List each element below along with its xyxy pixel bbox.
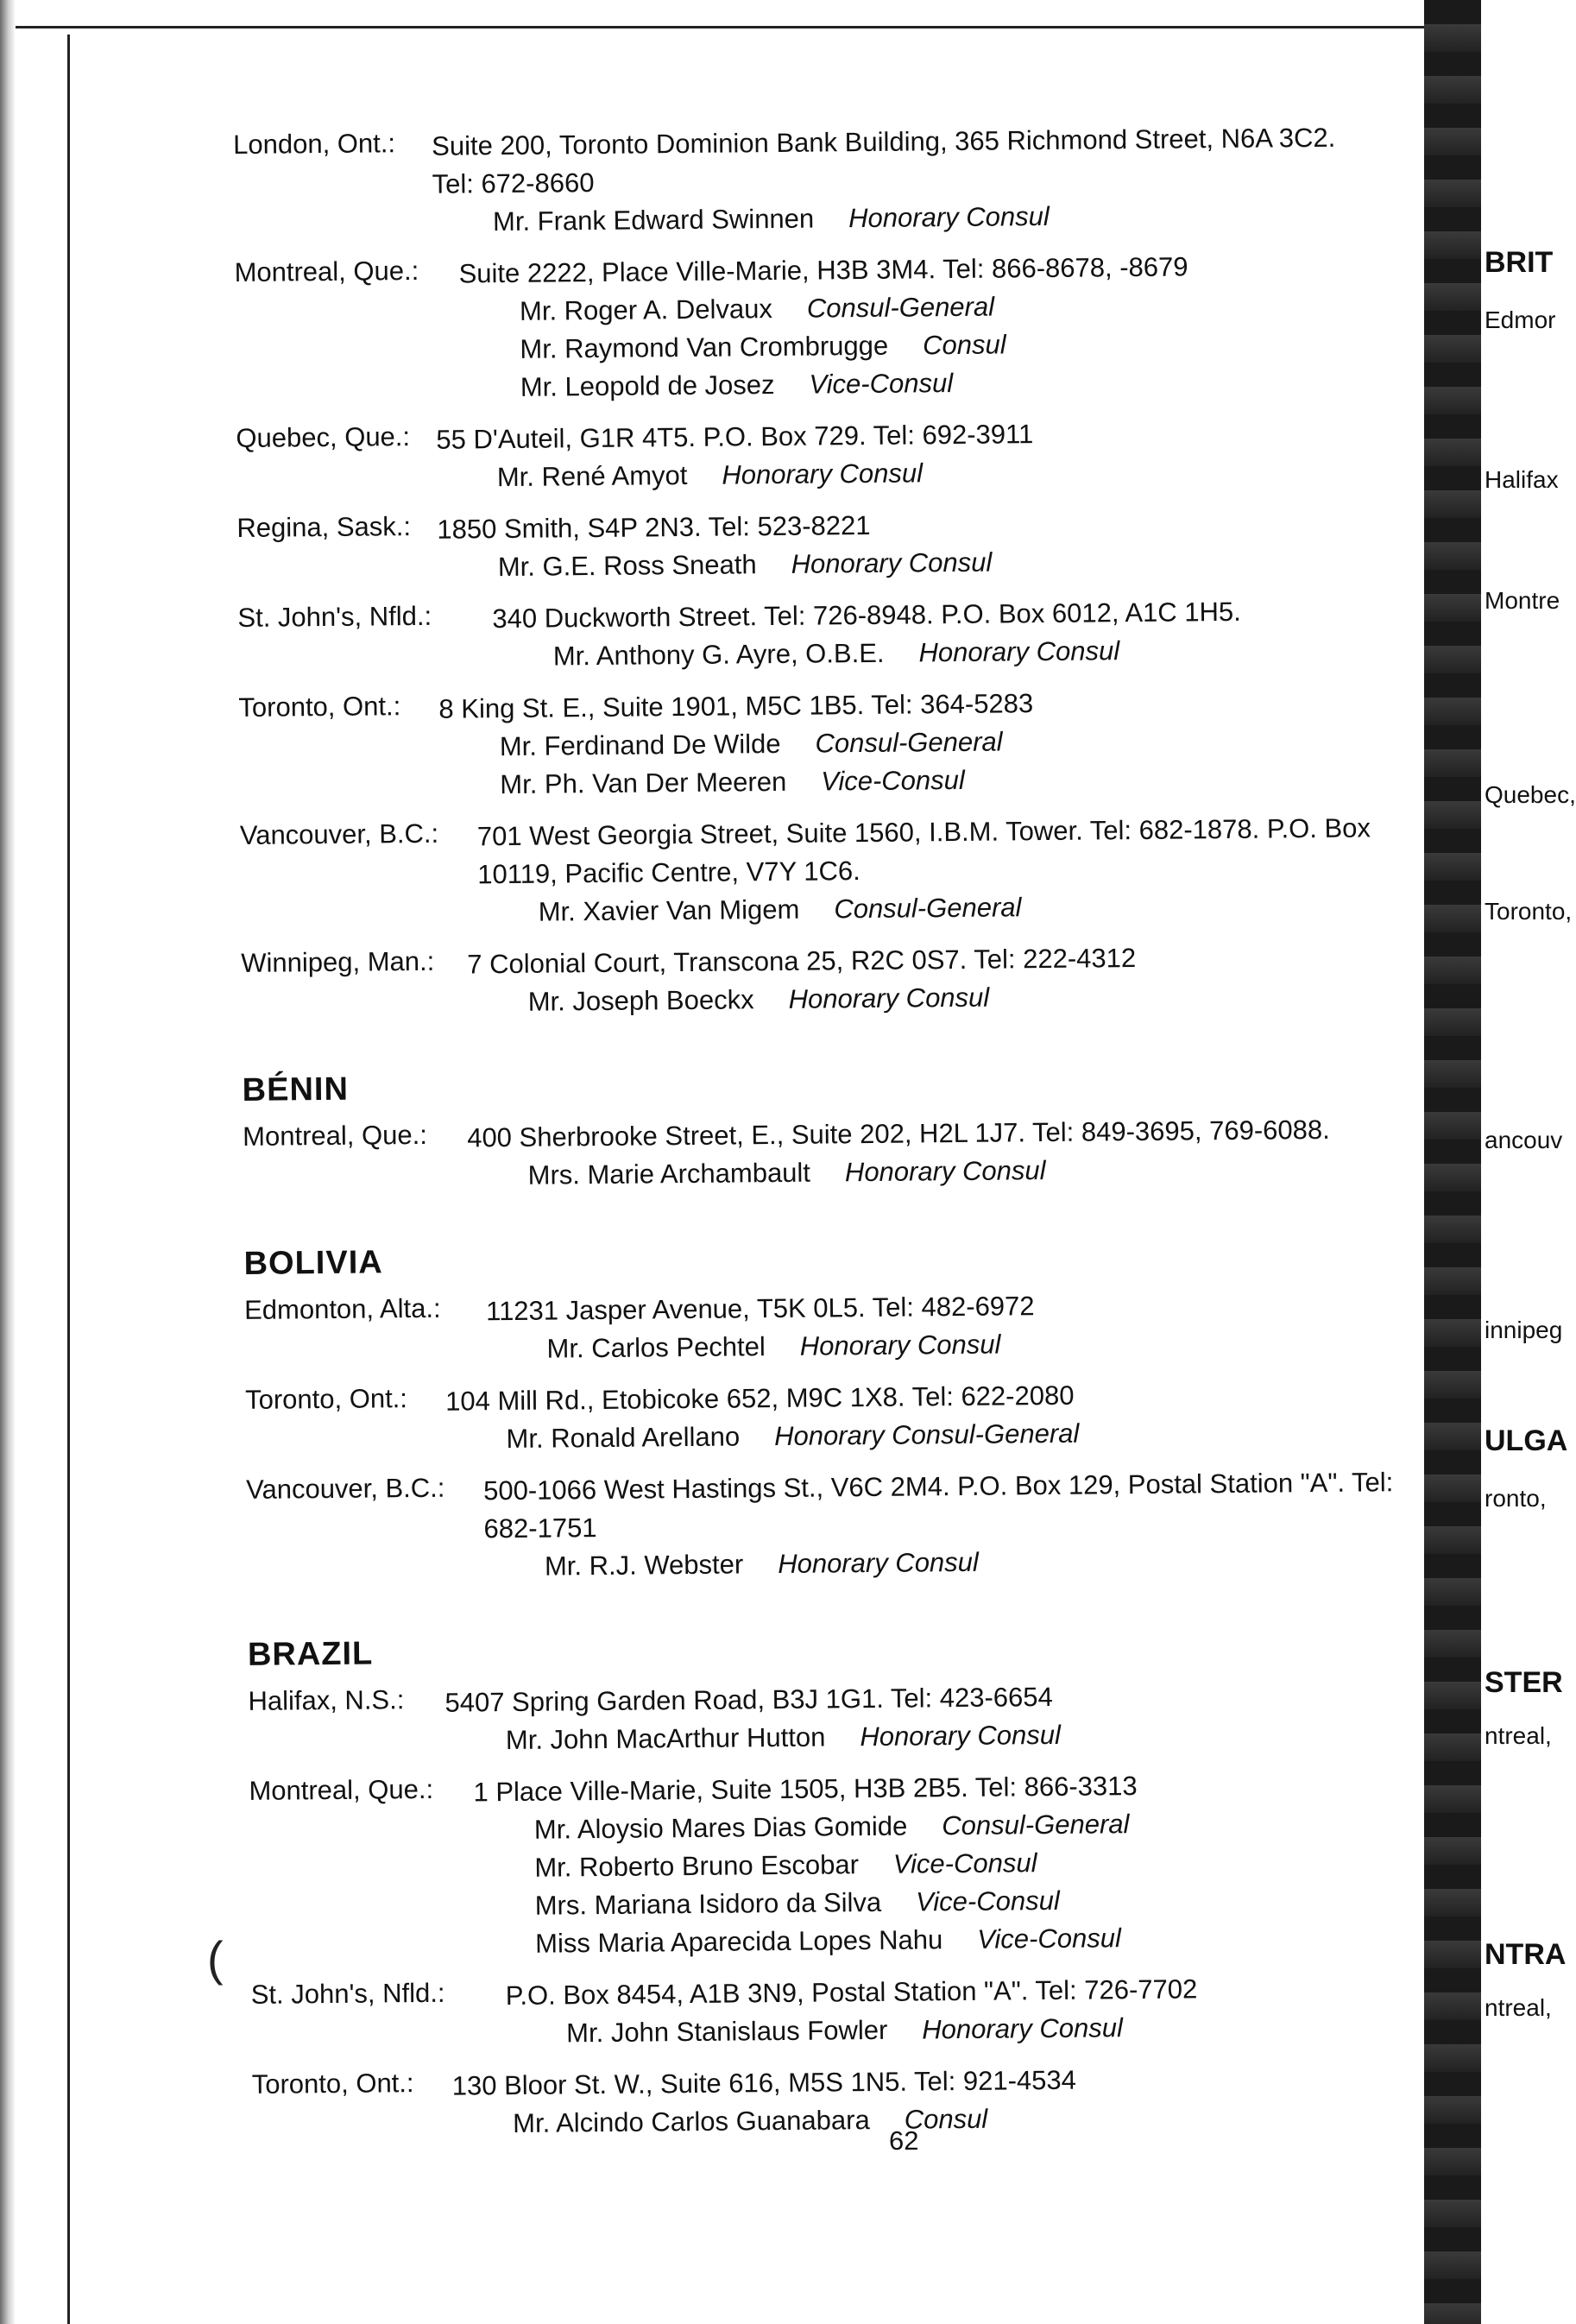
official-name: Mr. René Amyot (496, 459, 688, 493)
city-label: Halifax, N.S.: (248, 1684, 405, 1716)
official-title: Consul (923, 329, 1006, 361)
official-name: Mr. Raymond Van Crombrugge (520, 330, 889, 364)
country-heading: BOLIVIA (243, 1244, 383, 1282)
margin-mark: ( (207, 1931, 224, 1986)
city-label: London, Ont.: (233, 128, 396, 160)
official-row (467, 1148, 1434, 1196)
official-title: Honorary Consul (778, 1546, 979, 1580)
official-row (478, 885, 1432, 932)
official-name: Mr. John MacArthur Hutton (505, 1721, 826, 1756)
country-heading: BÉNIN (242, 1070, 350, 1108)
consulate-entry (233, 118, 1425, 243)
consulate-entry (249, 1765, 1441, 1966)
adjacent-text: innipeg (1485, 1317, 1563, 1343)
page-border-top (16, 26, 1431, 28)
adjacent-text: Montre (1485, 587, 1560, 614)
consulate-entry (241, 937, 1433, 1024)
address-line: 104 Mill Rd., Etobicoke 652, M9C 1X8. Tel: 622-2080 (444, 1380, 1075, 1417)
address-line: Suite 200, Toronto Dominion Bank Building, 365 Richmond Street, N6A 3C2. (432, 122, 1336, 161)
official-title: Honorary Consul-General (773, 1418, 1080, 1452)
consulate-entry (234, 246, 1427, 409)
official-name: Mrs. Marie Archambault (527, 1157, 811, 1190)
consulate-entry (243, 1110, 1434, 1197)
official-title: Consul-General (806, 291, 995, 324)
address-line: 1850 Smith, S4P 2N3. Tel: 523-8221 (437, 509, 871, 545)
adjacent-text: ronto, (1485, 1485, 1547, 1512)
official-row (484, 1539, 1438, 1587)
address-line: 682-1751 (483, 1512, 597, 1544)
official-row (460, 360, 1427, 407)
city-label: Vancouver, B.C.: (245, 1472, 445, 1505)
address-line: 11231 Jasper Avenue, T5K 0L5. Tel: 482-6972 (485, 1291, 1035, 1327)
official-title: Consul-General (815, 726, 1003, 759)
official-title: Vice-Consul (892, 1847, 1037, 1879)
adjacent-text: Edmor (1485, 306, 1556, 333)
city-label: Edmonton, Alta.: (243, 1292, 441, 1325)
official-title: Honorary Consul (788, 982, 990, 1014)
official-title: Consul-General (942, 1809, 1130, 1841)
address-line: 10119, Pacific Centre, V7Y 1C6. (477, 856, 860, 890)
official-title: Vice-Consul (809, 368, 954, 400)
city-label: Montreal, Que.: (243, 1119, 428, 1152)
official-title: Honorary Consul (844, 1155, 1046, 1188)
city-label: Montreal, Que.: (249, 1773, 434, 1806)
adjacent-page-fragment (1481, 0, 1576, 2324)
official-title: Honorary Consul (799, 1329, 1001, 1361)
city-label: Toronto, Ont.: (238, 691, 401, 723)
official-name: Mr. Ferdinand De Wilde (499, 728, 781, 762)
official-row (475, 1917, 1441, 1964)
consulate-entry (237, 591, 1429, 679)
consulate-entry (236, 502, 1428, 589)
address-line: 1 Place Ville-Marie, Suite 1505, H3B 2B5. Tel: 866-3313 (473, 1771, 1138, 1808)
address-line: Tel: 672-8660 (432, 167, 595, 199)
official-title: Consul (904, 2103, 988, 2135)
city-label: Quebec, Que.: (236, 421, 411, 453)
address-line: Suite 2222, Place Ville-Marie, H3B 3M4. Tel: 866-8678, -8679 (458, 251, 1188, 289)
consulate-listing (233, 118, 1444, 2159)
official-name: Mr. Frank Edward Swinnen (492, 203, 815, 237)
consulate-entry (244, 1284, 1436, 1371)
official-title: Honorary Consul (848, 200, 1050, 234)
adjacent-text: Quebec, (1485, 781, 1576, 808)
consulate-entry (252, 2058, 1444, 2145)
address-line: 7 Colonial Court, Transcona 25, R2C 0S7. Tel: 222-4312 (467, 943, 1137, 980)
official-title: Honorary Consul (791, 546, 993, 579)
adjacent-text: NTRA (1485, 1938, 1567, 1971)
city-label: St. John's, Nfld.: (237, 600, 432, 633)
adjacent-text: Halifax (1485, 466, 1559, 493)
address-line: P.O. Box 8454, A1B 3N9, Postal Station "A". Tel: 726-7702 (505, 1974, 1198, 2011)
official-name: Mr. Anthony G. Ayre, O.B.E. (552, 637, 885, 672)
official-name: Mr. Ronald Arellano (506, 1421, 741, 1455)
official-title: Honorary Consul (922, 2012, 1124, 2045)
official-title: Honorary Consul (918, 635, 1120, 668)
adjacent-text: BRIT (1485, 246, 1554, 279)
official-row (493, 629, 1429, 676)
city-label: Winnipeg, Man.: (241, 945, 435, 978)
adjacent-text: ULGA (1485, 1424, 1568, 1457)
adjacent-text: ntreal, (1485, 1994, 1552, 2021)
consulate-entry (236, 412, 1428, 499)
adjacent-text: ntreal, (1485, 1722, 1552, 1749)
consulate-entry (238, 681, 1430, 806)
city-label: Regina, Sask.: (236, 511, 412, 543)
address-line: 55 D'Auteil, G1R 4T5. P.O. Box 729. Tel: 692-3911 (436, 419, 1034, 455)
consulate-entry (248, 1675, 1440, 1762)
official-title: Honorary Consul (860, 1719, 1062, 1752)
official-name: Miss Maria Aparecida Lopes Nahu (535, 1924, 943, 1959)
official-name: Mr. R.J. Webster (544, 1549, 744, 1582)
address-line: 340 Duckworth Street. Tel: 726-8948. P.O. Box 6012, A1C 1H5. (492, 596, 1241, 635)
adjacent-text: ancouv (1485, 1127, 1563, 1153)
official-name: Mr. Joseph Boeckx (527, 984, 754, 1017)
address-line: 701 West Georgia Street, Suite 1560, I.B.M. Tower. Tel: 682-1878. P.O. Box (476, 812, 1371, 852)
consulate-entry (245, 1374, 1437, 1461)
official-row (468, 975, 1433, 1022)
official-title: Vice-Consul (916, 1885, 1060, 1917)
address-line: 130 Bloor St. W., Suite 616, M5S 1N5. Tel: 921-4534 (451, 2064, 1077, 2101)
official-name: Mr. Carlos Pechtel (546, 1331, 766, 1364)
page-scan-edge-left (0, 0, 16, 2324)
official-name: Mr. Alcindo Carlos Guanabara (513, 2105, 870, 2138)
official-name: Mr. Xavier Van Migem (538, 894, 800, 927)
address-line: 500-1066 West Hastings St., V6C 2M4. P.O. Box 129, Postal Station "A". Tel: (482, 1467, 1394, 1506)
official-name: Mrs. Mariana Isidoro da Silva (534, 1886, 882, 1921)
official-title: Consul-General (834, 892, 1022, 925)
consulate-entry (251, 1968, 1443, 2056)
city-label: Toronto, Ont.: (251, 2068, 414, 2100)
city-label: St. John's, Nfld.: (250, 1977, 445, 2010)
page-border-left (67, 35, 70, 2324)
address-line: 5407 Spring Garden Road, B3J 1G1. Tel: 423-6654 (444, 1681, 1053, 1718)
official-name: Mr. Roberto Bruno Escobar (534, 1849, 860, 1883)
official-name: Mr. John Stanislaus Fowler (566, 2014, 888, 2049)
country-heading: BRAZIL (247, 1635, 374, 1673)
official-name: Mr. Roger A. Delvaux (519, 294, 773, 326)
official-row (486, 1322, 1435, 1369)
official-row (506, 2006, 1442, 2053)
official-title: Honorary Consul (722, 458, 924, 490)
consulate-entry (246, 1463, 1438, 1588)
official-name: Mr. Leopold de Josez (520, 369, 775, 402)
consulate-entry (240, 809, 1432, 934)
official-title: Vice-Consul (821, 764, 965, 797)
address-line: 400 Sherbrooke Street, E., Suite 202, H2L 1J7. Tel: 849-3695, 769-6088. (467, 1114, 1330, 1153)
official-title: Vice-Consul (977, 1923, 1122, 1955)
official-name: Mr. Ph. Van Der Meeren (500, 766, 787, 800)
city-label: Toronto, Ont.: (244, 1383, 408, 1415)
adjacent-text: Toronto, (1485, 898, 1573, 925)
page-number: 62 (889, 2125, 919, 2156)
address-line: 8 King St. E., Suite 1901, M5C 1B5. Tel: 364-5283 (438, 688, 1034, 724)
official-name: Mr. Aloysio Mares Dias Gomide (533, 1810, 908, 1845)
city-label: Vancouver, B.C.: (239, 818, 439, 850)
adjacent-text: STER (1485, 1666, 1563, 1699)
official-name: Mr. G.E. Ross Sneath (497, 549, 757, 583)
city-label: Montreal, Que.: (234, 255, 419, 287)
